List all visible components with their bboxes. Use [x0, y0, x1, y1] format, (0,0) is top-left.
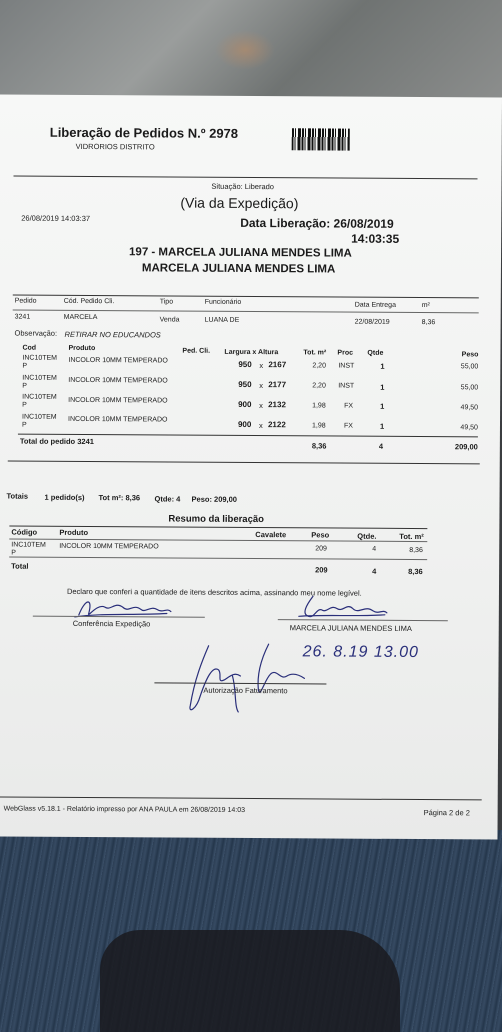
footer-divider	[0, 796, 482, 800]
resumo-row-qtde: 4	[372, 545, 377, 553]
document-page	[0, 94, 502, 839]
client-line-2: MARCELA JULIANA MENDES LIMA	[141, 262, 336, 276]
resumo-header-produto: Produto	[59, 527, 89, 538]
totais-pedidos: 1 pedido(s)	[44, 492, 85, 502]
row-produto: INCOLOR 10MM TEMPERADO	[68, 356, 168, 365]
row-tot-m2: 2,20	[312, 362, 326, 370]
row-proc: FX	[343, 422, 353, 430]
resumo-header-qtde: Qtde.	[357, 531, 377, 541]
footer-page-number: Página 2 de 2	[423, 808, 470, 818]
autorizacao-label: Autorização Faturamento	[203, 685, 288, 696]
totais-m2: Tot m²: 8,36	[98, 493, 141, 503]
row-cod: INC10TEM	[22, 374, 57, 382]
items-header-cod: Cod	[22, 344, 37, 352]
row-altura: 2177	[268, 380, 287, 390]
order-header-m2: m²	[421, 302, 430, 310]
resumo-row-cod: INC10TEM	[11, 541, 46, 549]
background-fabric	[0, 830, 502, 1032]
row-cod: INC10TEM	[22, 354, 58, 362]
total-pedido-qtde: 4	[378, 441, 384, 451]
row-cod-suffix: P	[22, 362, 28, 370]
resumo-total-peso: 209	[315, 565, 328, 575]
resumo-header-cavalete: Cavalete	[255, 530, 287, 540]
handwritten-date: 26. 8.19 13.00	[302, 643, 419, 662]
row-cod-suffix: P	[21, 421, 27, 429]
row-proc: INST	[338, 362, 355, 370]
row-peso: 49,50	[460, 424, 478, 432]
resumo-header-peso: Peso	[311, 530, 330, 540]
row-tot-m2: 2,20	[312, 382, 326, 390]
signature-client	[293, 592, 393, 623]
situacao: Situação: Liberado	[211, 181, 275, 192]
order-tipo: Venda	[159, 316, 180, 324]
row-qtde: 1	[380, 361, 385, 371]
totais-peso: Peso: 209,00	[191, 494, 238, 504]
row-tot-m2: 1,98	[312, 402, 326, 410]
row-qtde: 1	[380, 382, 385, 392]
row-peso: 49,50	[460, 404, 479, 412]
barcode	[292, 128, 350, 150]
resumo-header-codigo: Código	[11, 527, 38, 537]
row-largura: 950	[238, 379, 252, 390]
row-qtde: 1	[379, 421, 385, 431]
data-liberacao: Data Liberação: 26/08/2019	[240, 215, 394, 231]
company-name: VIDRORIOS DISTRITO	[75, 141, 155, 152]
items-header-produto: Produto	[68, 344, 96, 353]
items-header-qtde: Qtde	[367, 349, 384, 357]
row-altura: 2132	[268, 400, 286, 410]
via-expedicao: (Via da Expedição)	[180, 194, 299, 212]
row-peso: 55,00	[460, 384, 479, 392]
order-header-tipo: Tipo	[159, 298, 174, 306]
total-pedido-label: Total do pedido 3241	[19, 436, 94, 447]
observacao-label: Observação:	[14, 328, 58, 338]
row-cod-suffix: P	[22, 401, 27, 409]
row-produto: INCOLOR 10MM TEMPERADO	[68, 376, 168, 385]
row-x: x	[259, 361, 264, 371]
row-altura: 2122	[267, 420, 286, 430]
footer-left: WebGlass v5.18.1 - Relatório impresso por ANA PAULA em 26/08/2019 14:03	[3, 805, 246, 814]
order-m2: 8,36	[421, 319, 436, 327]
order-header-pedido: Pedido	[14, 297, 37, 305]
resumo-total-tot-m2: 8,36	[408, 566, 423, 577]
conferencia-label: Conferência Expedição	[72, 618, 151, 629]
observacao-value: RETIRAR NO EDUCANDOS	[64, 329, 161, 340]
signature-autorizacao	[172, 636, 323, 721]
totais-qtde: Qtde: 4	[154, 494, 181, 504]
items-header-proc: Proc	[337, 349, 354, 357]
order-header-funcionario: Funcionário	[204, 298, 242, 306]
resumo-row-tot-m2: 8,36	[409, 546, 423, 555]
resumo-row-cod-suffix: P	[11, 549, 16, 557]
background-shadow	[100, 930, 400, 1032]
hora-liberacao: 14:03:35	[351, 231, 400, 246]
background-top	[0, 0, 502, 110]
items-header-peso: Peso	[461, 351, 479, 359]
order-divider-mid	[13, 310, 479, 314]
row-produto: INCOLOR 10MM TEMPERADO	[68, 396, 168, 405]
background-blur	[215, 30, 275, 70]
row-proc: FX	[344, 402, 354, 410]
total-pedido-peso: 209,00	[454, 442, 478, 452]
resumo-row-produto: INCOLOR 10MM TEMPERADO	[59, 542, 159, 551]
document-title: Liberação de Pedidos N.º 2978	[49, 124, 239, 141]
row-x: x	[259, 401, 263, 411]
declaration-text: Declaro que conferi a quantidade de itens descritos acima, assinando meu nome legível.	[66, 586, 362, 598]
resumo-title: Resumo da liberação	[168, 513, 265, 526]
row-x: x	[259, 381, 264, 391]
items-header-largura-altura: Largura x Altura	[224, 348, 279, 357]
row-largura: 950	[238, 359, 252, 370]
resumo-divider-bottom	[9, 557, 427, 561]
resumo-total-qtde: 4	[372, 566, 377, 576]
row-altura: 2167	[268, 360, 287, 370]
order-data-entrega: 22/08/2019	[354, 318, 390, 326]
order-header-data-entrega: Data Entrega	[354, 301, 396, 309]
client-line-1: 197 - MARCELA JULIANA MENDES LIMA	[129, 246, 352, 260]
order-pedido: 3241	[14, 313, 31, 321]
row-largura: 900	[237, 419, 252, 430]
client-signature-label: MARCELA JULIANA MENDES LIMA	[289, 623, 412, 633]
order-header-cod-cli: Cód. Pedido Cli.	[63, 297, 115, 306]
items-bottom-divider	[8, 461, 480, 465]
items-header-tot-m2: Tot. m²	[303, 349, 327, 357]
row-largura: 900	[238, 399, 252, 410]
total-pedido-m2: 8,36	[311, 441, 327, 451]
row-proc: INST	[338, 382, 355, 390]
print-datetime: 26/08/2019 14:03:37	[21, 213, 91, 224]
order-funcionario: LUANA DE	[204, 316, 240, 324]
resumo-row-peso: 209	[315, 545, 327, 553]
row-cod: INC10TEM	[22, 413, 57, 421]
row-cod: INC10TEM	[22, 393, 57, 401]
row-peso: 55,00	[460, 363, 479, 371]
row-x: x	[258, 421, 263, 431]
row-tot-m2: 1,98	[311, 422, 326, 430]
row-qtde: 1	[380, 401, 385, 411]
resumo-header-tot-m2: Tot. m²	[399, 531, 424, 542]
header-divider	[14, 176, 478, 180]
row-cod-suffix: P	[22, 382, 27, 390]
order-cod-cli: MARCELA	[63, 313, 98, 322]
row-produto: INCOLOR 10MM TEMPERADO	[67, 415, 168, 424]
resumo-total-label: Total	[11, 561, 29, 571]
totais-label: Totais	[6, 491, 29, 501]
items-header-ped-cli: Ped. Cli.	[182, 347, 211, 355]
